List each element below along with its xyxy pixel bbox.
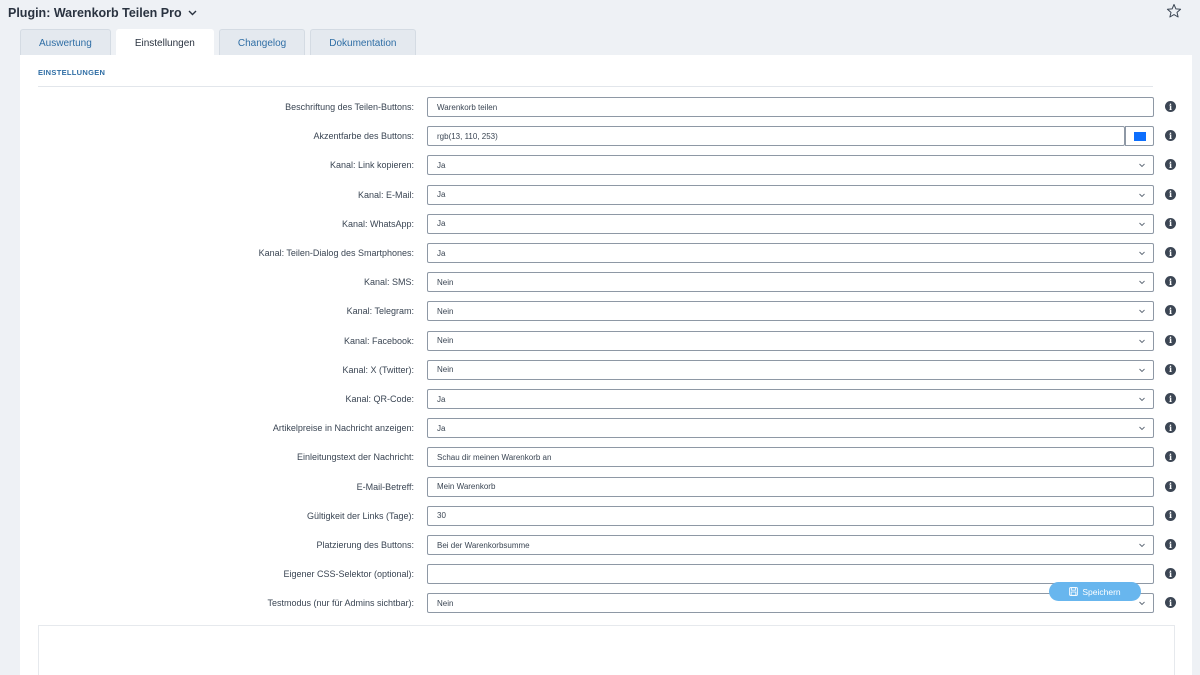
info-icon[interactable]: i [1165, 130, 1176, 141]
setting-value: rgb(13, 110, 253) [437, 131, 498, 141]
setting-select[interactable] [427, 301, 1154, 321]
setting-row [20, 154, 1192, 176]
color-swatch [1134, 132, 1146, 141]
setting-value: Ja [437, 248, 446, 258]
setting-label: Kanal: WhatsApp: [341, 218, 414, 229]
chevron-down-icon [1138, 191, 1146, 199]
setting-select[interactable] [427, 331, 1154, 351]
tab-bar [20, 29, 421, 56]
setting-row [20, 417, 1192, 439]
setting-label: Eigener CSS-Selektor (optional): [283, 569, 414, 580]
color-input[interactable] [427, 126, 1125, 146]
setting-input[interactable] [427, 564, 1154, 584]
chevron-down-icon [1138, 395, 1146, 403]
info-icon[interactable]: i [1165, 568, 1176, 579]
setting-row [20, 271, 1192, 293]
setting-row [20, 213, 1192, 235]
setting-label: Gültigkeit der Links (Tage): [306, 510, 414, 521]
setting-row [20, 505, 1192, 527]
info-icon[interactable]: i [1165, 422, 1176, 433]
setting-value: Nein [437, 336, 454, 346]
chevron-down-icon [1138, 278, 1146, 286]
color-picker-button[interactable] [1125, 126, 1154, 146]
info-icon[interactable]: i [1165, 189, 1176, 200]
setting-row [20, 446, 1192, 468]
setting-row [20, 125, 1192, 147]
setting-value: Ja [437, 394, 446, 404]
setting-select[interactable] [427, 593, 1154, 613]
info-icon[interactable]: i [1165, 305, 1176, 316]
setting-label: Kanal: QR-Code: [345, 394, 414, 404]
tab-changelog[interactable]: Changelog [219, 29, 305, 56]
setting-label: Kanal: Telegram: [346, 306, 414, 317]
setting-label: Kanal: Facebook: [343, 335, 414, 346]
setting-row [20, 359, 1192, 381]
page-title: Plugin: Warenkorb Teilen Pro [8, 6, 182, 20]
setting-select[interactable] [427, 214, 1154, 234]
setting-label: Platzierung des Buttons: [316, 540, 414, 550]
setting-select[interactable] [427, 389, 1154, 409]
info-icon[interactable]: i [1165, 247, 1176, 258]
setting-label: Akzentfarbe des Buttons: [313, 131, 414, 142]
info-icon[interactable]: i [1165, 393, 1176, 404]
setting-value: Bei der Warenkorbsumme [437, 540, 530, 550]
setting-input[interactable] [427, 447, 1154, 467]
setting-value: Mein Warenkorb [437, 482, 496, 492]
save-button[interactable] [1049, 582, 1141, 601]
setting-value: Ja [437, 219, 446, 229]
info-icon[interactable]: i [1165, 335, 1176, 346]
chevron-down-icon [1138, 337, 1146, 345]
setting-row [20, 592, 1192, 614]
setting-label: Kanal: X (Twitter): [342, 364, 414, 375]
setting-row [20, 534, 1192, 556]
setting-value: Nein [437, 306, 454, 316]
setting-row [20, 184, 1192, 206]
setting-label: Testmodus (nur für Admins sichtbar): [267, 598, 414, 609]
info-icon[interactable]: i [1165, 597, 1176, 608]
setting-select[interactable] [427, 418, 1154, 438]
setting-value: 30 [437, 511, 446, 521]
setting-row [20, 476, 1192, 498]
setting-row [20, 96, 1192, 118]
chevron-down-icon [1138, 541, 1146, 549]
info-icon[interactable]: i [1165, 276, 1176, 287]
setting-select[interactable] [427, 360, 1154, 380]
tab-auswertung[interactable]: Auswertung [20, 29, 111, 56]
setting-value: Warenkorb teilen [437, 102, 498, 112]
setting-label: Kanal: E-Mail: [357, 189, 414, 200]
save-button-label: Speichern [1082, 586, 1121, 597]
setting-label: Kanal: Link kopieren: [329, 160, 414, 171]
setting-label: Artikelpreise in Nachricht anzeigen: [272, 423, 414, 434]
section-divider [38, 86, 1153, 87]
info-icon[interactable]: i [1165, 101, 1176, 112]
setting-select[interactable] [427, 535, 1154, 555]
info-icon[interactable]: i [1165, 510, 1176, 521]
setting-select[interactable] [427, 185, 1154, 205]
chevron-down-icon [1138, 424, 1146, 432]
setting-select[interactable] [427, 155, 1154, 175]
setting-value: Schau dir meinen Warenkorb an [437, 452, 552, 462]
setting-label: Kanal: SMS: [363, 277, 414, 288]
setting-row [20, 330, 1192, 352]
setting-row [20, 300, 1192, 322]
tab-dokumentation[interactable]: Dokumentation [310, 29, 415, 56]
setting-label: E-Mail-Betreff: [356, 481, 414, 492]
setting-input[interactable] [427, 97, 1154, 117]
info-icon[interactable]: i [1165, 159, 1176, 170]
settings-panel [20, 55, 1192, 675]
setting-select[interactable] [427, 243, 1154, 263]
setting-value: Ja [437, 190, 446, 200]
setting-label: Kanal: Teilen-Dialog des Smartphones: [258, 248, 414, 258]
setting-label: Einleitungstext der Nachricht: [296, 452, 414, 463]
chevron-down-icon [1138, 161, 1146, 169]
section-title: EINSTELLUNGEN [38, 68, 106, 77]
chevron-down-icon[interactable] [188, 10, 197, 16]
setting-select[interactable] [427, 272, 1154, 292]
chevron-down-icon [1138, 599, 1146, 607]
setting-value: Nein [437, 598, 454, 608]
save-icon [1069, 587, 1078, 596]
setting-row [20, 242, 1192, 264]
setting-value: Ja [437, 423, 446, 433]
setting-row [20, 388, 1192, 410]
setting-input[interactable] [427, 506, 1154, 526]
tab-einstellungen[interactable]: Einstellungen [116, 29, 214, 56]
info-icon[interactable]: i [1165, 364, 1176, 375]
setting-label: Beschriftung des Teilen-Buttons: [285, 102, 414, 112]
setting-value: Ja [437, 160, 446, 170]
setting-value: Nein [437, 365, 454, 375]
setting-input[interactable] [427, 477, 1154, 497]
chevron-down-icon [1138, 307, 1146, 315]
setting-value: Nein [437, 277, 454, 287]
star-icon[interactable] [1166, 3, 1182, 19]
setting-row [20, 563, 1192, 585]
chevron-down-icon [1138, 366, 1146, 374]
page-header [0, 0, 1200, 26]
info-icon[interactable]: i [1165, 481, 1176, 492]
footer-bar [38, 625, 1175, 675]
info-icon[interactable]: i [1165, 218, 1176, 229]
info-icon[interactable]: i [1165, 539, 1176, 550]
info-icon[interactable]: i [1165, 451, 1176, 462]
chevron-down-icon [1138, 249, 1146, 257]
chevron-down-icon [1138, 220, 1146, 228]
